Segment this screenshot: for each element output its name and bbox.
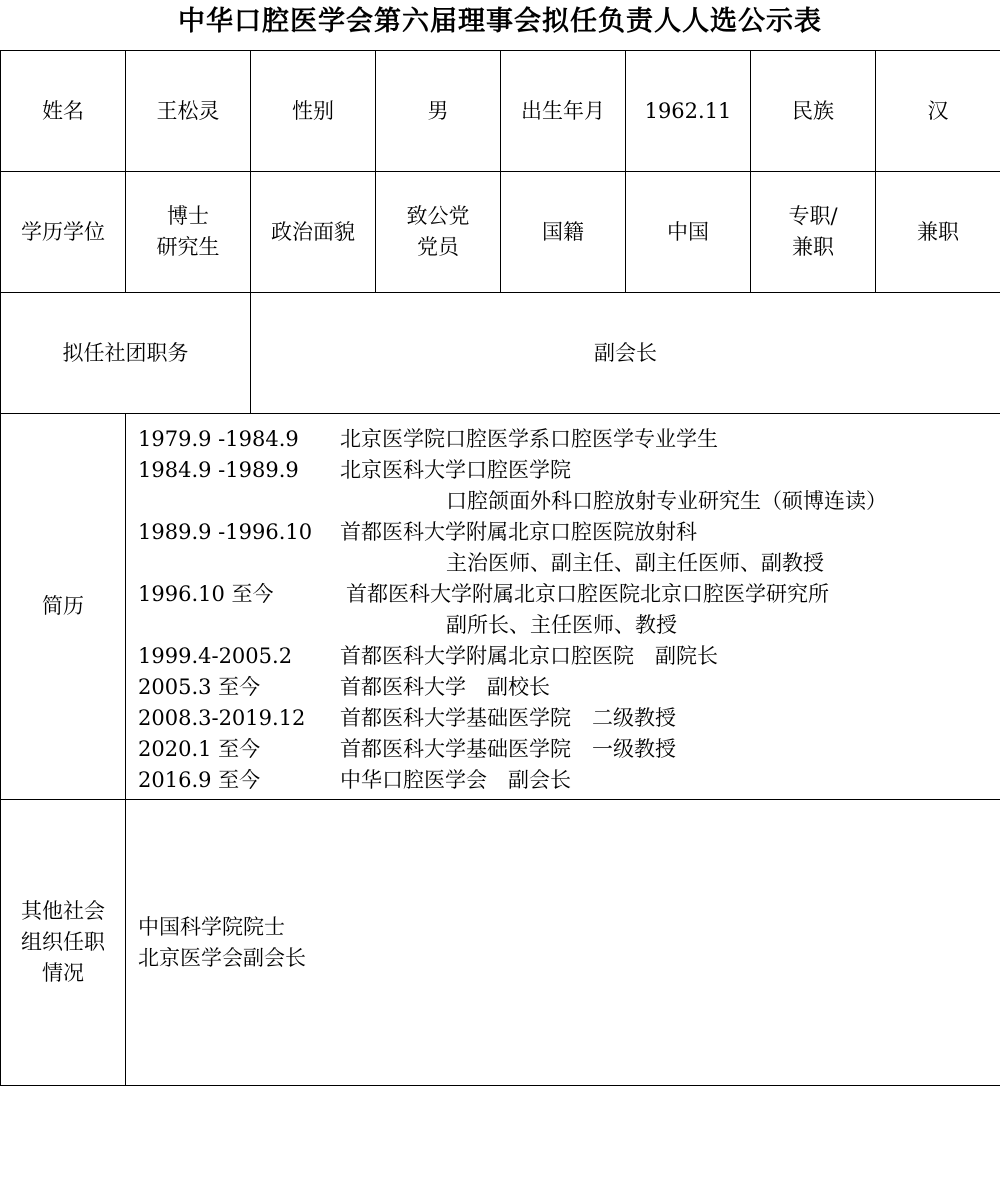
fulltime-value: 兼职 [876,172,1000,293]
resume-date: 1996.10 至今 [138,582,274,606]
resume-date: 2005.3 至今 [138,675,261,699]
education-value [126,172,251,293]
table-row-education [1,172,1000,293]
resume-entry [138,703,1000,734]
resume-date: 1979.9 -1984.9 [138,427,299,451]
resume-entry [138,641,1000,672]
position-value: 副会长 [251,293,1000,414]
resume-text: 首都医科大学附属北京口腔医院北京口腔医学研究所 [346,582,829,606]
resume-entry [138,455,1000,486]
resume-text: 首都医科大学 副校长 [340,675,550,699]
table-row-position [1,293,1000,414]
gender-label: 性别 [251,51,376,172]
fulltime-label-line2: 兼职 [792,235,834,259]
table-row-resume [1,414,1000,800]
ethnic-value: 汉 [876,51,1000,172]
political-value-line1: 致公党 [406,204,470,228]
education-value-line2: 研究生 [156,235,220,259]
resume-date: 2008.3-2019.12 [138,706,306,730]
resume-text: 首都医科大学附属北京口腔医院 副院长 [340,644,718,668]
birth-label: 出生年月 [501,51,626,172]
other-content [126,800,1000,1086]
other-item: 北京医学会副会长 [138,945,306,970]
birth-value: 1962.11 [626,51,751,172]
resume-text: 中华口腔医学会 副会长 [340,768,571,792]
resume-label: 简历 [1,414,126,800]
political-value [376,172,501,293]
nationality-label: 国籍 [501,172,626,293]
resume-date: 2020.1 至今 [138,737,261,761]
resume-continuation: 口腔颌面外科口腔放射专业研究生（硕博连读） [446,489,887,513]
education-value-line1: 博士 [167,204,209,228]
gender-value: 男 [376,51,501,172]
name-label: 姓名 [1,51,126,172]
resume-entry [138,424,1000,455]
other-label-line1: 其他社会 [21,899,105,923]
table-row-basic [1,51,1000,172]
other-item: 中国科学院院士 [138,914,285,939]
resume-entry [138,672,1000,703]
resume-text: 北京医学院口腔医学系口腔医学专业学生 [340,427,718,451]
political-value-line2: 党员 [417,235,459,259]
resume-text: 首都医科大学基础医学院 二级教授 [340,706,676,730]
resume-entry [138,579,1000,610]
ethnic-label: 民族 [751,51,876,172]
resume-entry [138,517,1000,548]
resume-entry [138,765,1000,796]
resume-text: 首都医科大学基础医学院 一级教授 [340,737,676,761]
nationality-value: 中国 [626,172,751,293]
fulltime-label-line1: 专职/ [788,204,838,228]
resume-content [126,414,1000,800]
resume-text: 北京医科大学口腔医学院 [340,458,571,482]
other-label-line2: 组织任职 [21,930,105,954]
name-value: 王松灵 [126,51,251,172]
resume-date: 1989.9 -1996.10 [138,520,313,544]
info-table [0,50,1000,1086]
education-label: 学历学位 [1,172,126,293]
other-label-line3: 情况 [42,961,84,985]
resume-continuation: 副所长、主任医师、教授 [446,613,677,637]
resume-date: 1984.9 -1989.9 [138,458,299,482]
page-title: 中华口腔医学会第六届理事会拟任负责人人选公示表 [178,6,822,37]
position-label: 拟任社团职务 [1,293,251,414]
political-label: 政治面貌 [251,172,376,293]
fulltime-label [751,172,876,293]
other-label [1,800,126,1086]
resume-text: 首都医科大学附属北京口腔医院放射科 [340,520,697,544]
resume-date: 2016.9 至今 [138,768,261,792]
resume-continuation: 主治医师、副主任、副主任医师、副教授 [446,551,824,575]
resume-entry [138,734,1000,765]
resume-date: 1999.4-2005.2 [138,644,293,668]
table-row-other [1,800,1000,1086]
